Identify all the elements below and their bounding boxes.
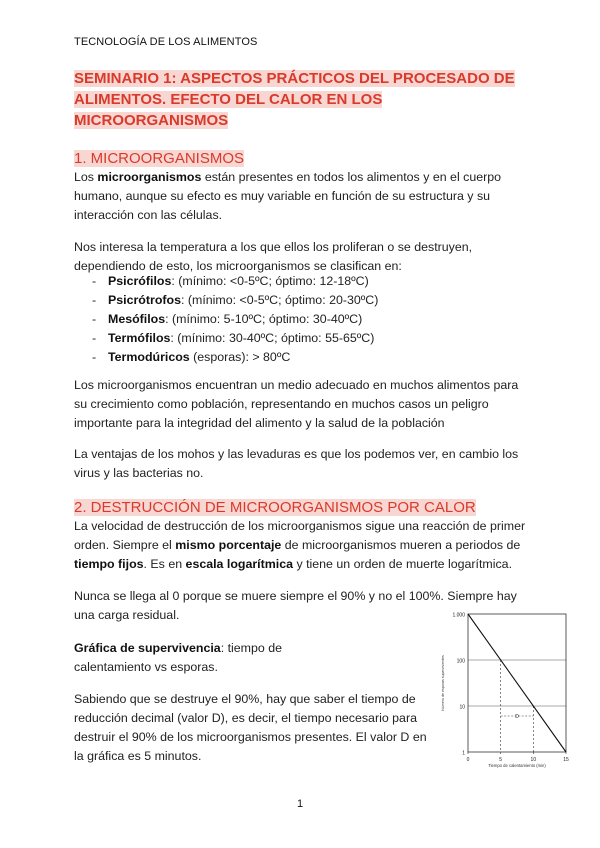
temperature-classification-list xyxy=(92,272,378,367)
section-1-paragraph-2: Nos interesa la temperatura a los que ellos los proliferan o se destruyen, dependiendo de esto, los microorganismos se clasifican en: xyxy=(74,240,473,273)
y-tick-label: 10 xyxy=(459,704,465,711)
x-tick-label: 0 xyxy=(466,757,470,763)
y-axis-label: Número de esporas supervivientes xyxy=(441,655,445,711)
x-tick-label: 10 xyxy=(530,757,537,763)
survival-line xyxy=(468,614,566,752)
x-tick-label: 5 xyxy=(499,757,503,763)
title-line-3: MICROORGANISMOS xyxy=(74,112,229,129)
list-item: - Psicrótrofos: (mínimo: <0-5ºC; óptimo: 20-30ºC) xyxy=(92,291,378,310)
x-tick-label: 15 xyxy=(563,757,569,763)
page-title xyxy=(74,68,544,131)
section-2-paragraph-2: Nunca se llega al 0 porque se muere siempre el 90% y no el 100%. Siempre hay una carga residual. xyxy=(74,589,517,622)
section-2-paragraph-4: Sabiendo que se destruye el 90%, hay que saber el tiempo de reducción decimal (valor D), es decir, el tiempo necesario para destruir el 90% de los microorganismos presentes. El valor D en la gráfica es 5 minutos. xyxy=(74,692,427,763)
section-2-paragraph-3: Gráfica de supervivencia: tiempo de calentamiento vs esporas. xyxy=(74,641,283,674)
section-1-paragraph-1: Los microorganismos están presentes en todos los alimentos y en el cuerpo humano, aunque su efecto es muy variable en función de su estructura y su interacción con las células. xyxy=(74,170,502,222)
list-item: - Termodúricos (esporas): > 80ºC xyxy=(92,348,378,367)
y-tick-label: 100 xyxy=(456,658,465,665)
y-tick-label: 1.000 xyxy=(452,612,465,619)
list-item: - Termófilos: (mínimo: 30-40ºC; óptimo: 55-65ºC) xyxy=(92,329,378,348)
section-1-heading: 1. MICROORGANISMOS xyxy=(74,150,245,167)
d-value-label: D xyxy=(515,714,519,720)
list-item: - Mesófilos: (mínimo: 5-10ºC; óptimo: 30-40ºC) xyxy=(92,310,378,329)
y-tick-label: 1 xyxy=(462,750,465,757)
title-line-2: ALIMENTOS. EFECTO DEL CALOR EN LOS xyxy=(74,91,383,108)
section-2-heading: 2. DESTRUCCIÓN DE MICROORGANISMOS POR CALOR xyxy=(74,499,476,516)
section-2-paragraph-1: La velocidad de destrucción de los microorganismos sigue una reacción de primer orden. Siempre el mismo porcentaje de microorganismos mueren a periodos de tiempo fijos. Es en escala logarítmica y tiene un orden de muerte logarítmica. xyxy=(74,519,526,571)
section-1-paragraph-4: La ventajas de los mohos y las levaduras es que los podemos ver, en cambio los virus y las bacterias no. xyxy=(74,447,519,480)
page-number: 1 xyxy=(296,798,304,810)
x-axis-label: Tiempo de calentamiento (min) xyxy=(488,763,546,768)
survival-chart xyxy=(432,606,580,768)
running-header: TECNOLOGÍA DE LOS ALIMENTOS xyxy=(74,36,258,48)
list-item: - Psicrófilos: (mínimo: <0-5ºC; óptimo: 12-18ºC) xyxy=(92,272,378,291)
section-1-paragraph-3: Los microorganismos encuentran un medio adecuado en muchos alimentos para su crecimiento como población, representando en muchos casos un peligro importante para la integridad del alimento y la salud de la población xyxy=(74,378,519,430)
title-line-1: SEMINARIO 1: ASPECTOS PRÁCTICOS DEL PROCESADO DE xyxy=(74,70,515,87)
chart-labels xyxy=(441,613,569,769)
chart-series xyxy=(468,614,566,752)
